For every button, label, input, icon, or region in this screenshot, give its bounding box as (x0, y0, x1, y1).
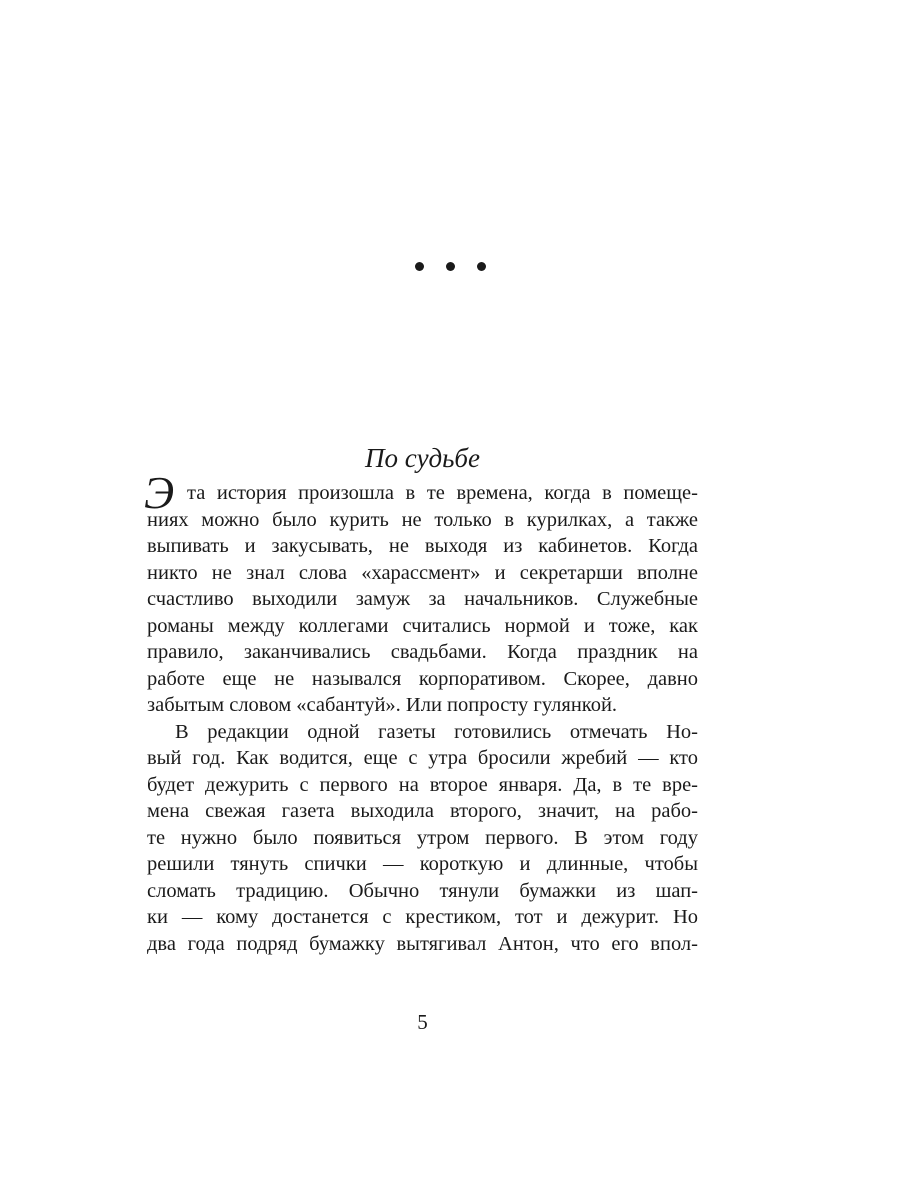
chapter-title: По судьбе (365, 443, 480, 473)
ornament-dot-icon (446, 262, 455, 271)
paragraph-line: сломать традицию. Обычно тянули бумажки из шап- (147, 879, 698, 902)
paragraph-line: два года подряд бумажку вытягивал Антон, что его впол- (147, 932, 698, 955)
paragraph-line: решили тянуть спички — короткую и длинные, чтобы (147, 853, 698, 875)
paragraph-line: романы между коллегами считались нормой и тоже, как (147, 614, 698, 637)
ornament-dot-icon (415, 262, 424, 271)
paragraph-line: забытым словом «сабантуй». Или попросту гулянкой. (147, 694, 618, 716)
paragraph-line: В редакции одной газеты готовились отмечать Но- (175, 720, 698, 743)
paragraph-line: мена свежая газета выходила второго, значит, на рабо- (147, 800, 698, 822)
ornament-dot-icon (477, 262, 486, 271)
paragraph-line: ниях можно было курить не только в курилках, а также (147, 508, 698, 531)
paragraph-line: счастливо выходили замуж за начальников. Служебные (147, 588, 698, 610)
page-number: 5 (417, 1010, 428, 1034)
paragraph-line: Э та история произошла в те времена, когда в помеще- (144, 467, 698, 518)
section-ornament (0, 258, 900, 276)
drop-cap: Э (144, 467, 175, 518)
paragraph-line: ки — кому достанется с крестиком, тот и дежурит. Но (147, 906, 698, 928)
paragraph-line: работе еще не назывался корпоративом. Скорее, давно (147, 667, 698, 690)
paragraph-line: никто не знал слова «харассмент» и секретарши вполне (147, 561, 698, 584)
paragraph-line: те нужно было появиться утром первого. В этом году (147, 826, 698, 849)
chapter-body (144, 467, 698, 957)
paragraph-line: будет дежурить с первого на второе января. Да, в те вре- (147, 773, 698, 796)
paragraph-line: правило, заканчивались свадьбами. Когда праздник на (147, 641, 698, 663)
paragraph-line: выпивать и закусывать, не выходя из кабинетов. Когда (147, 535, 698, 557)
paragraph-line: вый год. Как водится, еще с утра бросили жребий — кто (147, 747, 698, 769)
